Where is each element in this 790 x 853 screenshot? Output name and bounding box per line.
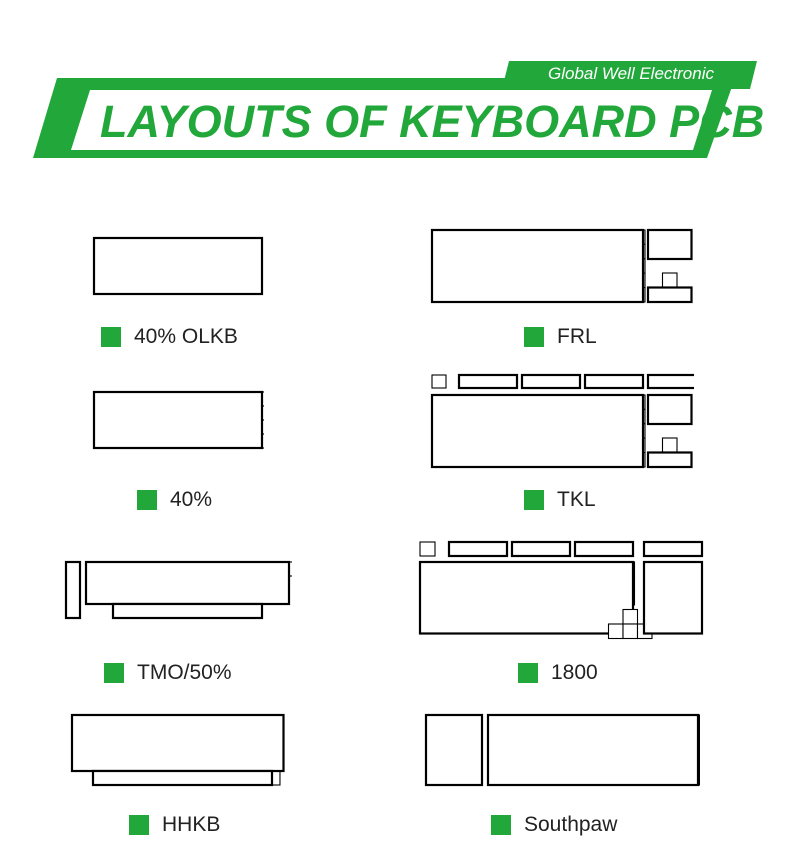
key <box>609 624 624 639</box>
key <box>623 624 638 639</box>
keyboard-southpaw-diagram <box>424 713 700 787</box>
keyboard-outline <box>426 715 482 785</box>
page-title: LAYOUTS OF KEYBOARD PCB <box>100 96 765 147</box>
green-square-icon <box>524 490 544 510</box>
arrow-key <box>663 273 678 288</box>
arrow-key <box>623 610 638 625</box>
keyboard-outline <box>94 392 262 448</box>
layout-label-text: 1800 <box>551 661 598 684</box>
keyboard-tkl-diagram <box>430 373 694 469</box>
keyboard-hhkb-diagram <box>70 713 286 787</box>
keyboard-40-olkb-diagram <box>92 236 264 296</box>
header-banner <box>0 0 790 180</box>
keyboard-frl-diagram <box>430 228 694 304</box>
keyboard-outline <box>585 375 643 388</box>
keyboard-outline <box>449 542 507 556</box>
green-square-icon <box>524 327 544 347</box>
keyboard-outline <box>93 771 272 785</box>
keyboard-outline <box>648 230 692 259</box>
keyboard-outline <box>648 375 694 388</box>
layout-label-text: TKL <box>557 488 596 511</box>
keyboard-outline <box>648 395 692 424</box>
keyboard-outline <box>644 562 702 634</box>
keyboard-outline <box>432 395 643 467</box>
keyboard-outline <box>512 542 570 556</box>
arrow-key <box>663 438 678 453</box>
green-square-icon <box>518 663 538 683</box>
layout-label-40 <box>137 485 212 515</box>
keyboard-outline <box>420 562 633 634</box>
green-square-icon <box>491 815 511 835</box>
keyboard-outline <box>522 375 580 388</box>
green-square-icon <box>137 490 157 510</box>
keyboard-outline <box>113 604 262 618</box>
keyboard-40-diagram <box>92 390 264 450</box>
layout-label-text: 40% OLKB <box>134 325 238 348</box>
keyboard-outline <box>459 375 517 388</box>
layout-label-text: Southpaw <box>524 813 618 836</box>
green-square-icon <box>101 327 121 347</box>
layout-label-tkl <box>524 485 596 515</box>
green-square-icon <box>104 663 124 683</box>
keyboard-1800-diagram <box>418 540 704 642</box>
green-square-icon <box>129 815 149 835</box>
layout-label-text: HHKB <box>162 813 221 836</box>
keyboard-outline <box>86 562 289 604</box>
keyboard-outline <box>575 542 633 556</box>
layout-label-40-olkb <box>101 322 238 352</box>
keyboard-tmo-50-diagram <box>64 560 292 620</box>
keyboard-outline <box>648 288 692 303</box>
keyboard-outline <box>644 542 702 556</box>
banner-graphic <box>0 0 790 180</box>
keyboard-outline <box>648 453 692 468</box>
layout-label-southpaw <box>491 810 617 840</box>
keyboard-outline <box>72 715 284 771</box>
keyboard-outline <box>66 562 80 618</box>
layout-label-text: 40% <box>170 488 213 511</box>
keyboard-outline <box>488 715 698 785</box>
brand-name: Global Well Electronic <box>548 64 714 83</box>
layout-label-hhkb <box>129 810 220 840</box>
esc-key <box>420 542 435 556</box>
keyboard-outline <box>94 238 262 294</box>
layout-label-text: FRL <box>557 325 597 348</box>
esc-key <box>432 375 446 388</box>
layout-label-tmo-50 <box>104 658 232 688</box>
layout-label-1800 <box>518 658 598 688</box>
layout-label-frl <box>524 322 597 352</box>
layout-label-text: TMO/50% <box>137 661 232 684</box>
keyboard-outline <box>432 230 643 302</box>
